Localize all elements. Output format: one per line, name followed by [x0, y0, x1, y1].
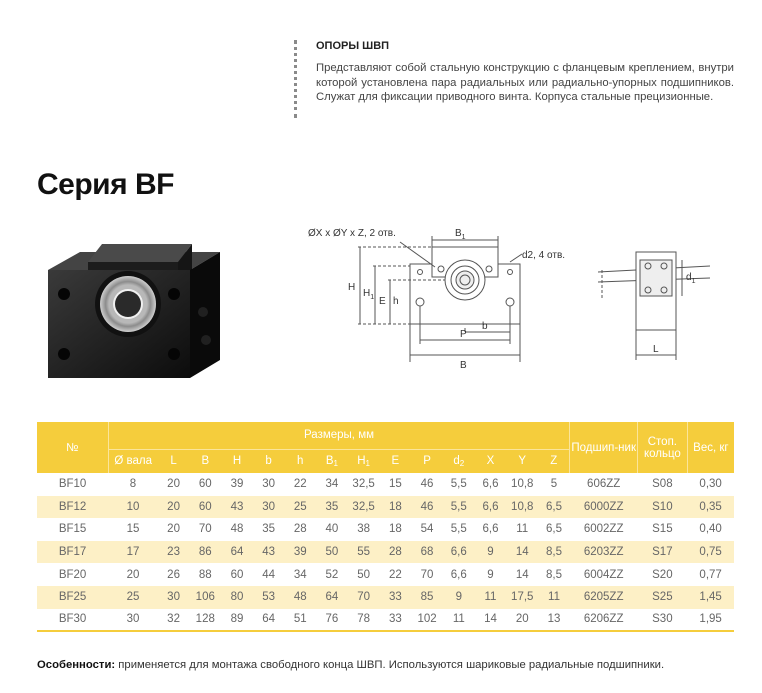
table-cell: 11	[443, 609, 475, 632]
table-cell: 43	[221, 496, 253, 519]
table-cell: 32	[158, 609, 190, 632]
table-cell: 15	[388, 478, 402, 491]
table-cell: 76	[316, 609, 348, 632]
model-cell: BF17	[37, 541, 108, 564]
param-header: $B_1$	[316, 449, 348, 473]
table-cell: 32,5	[352, 478, 375, 491]
table-cell: 46	[420, 478, 434, 491]
table-cell: 18	[388, 523, 402, 536]
series-title: Серия BF	[37, 168, 174, 201]
table-cell: 60	[198, 478, 212, 491]
table-cell: 78	[348, 609, 380, 632]
intro-text: Представляют собой стальную конструкцию с фланцевым креплением, внутри которой установлена пара радиальных или радиально-упорных подшипников. Служат для фиксации приводного винта. Корпуса стальные прецизионные.	[316, 62, 734, 103]
param-header: E	[380, 449, 412, 473]
table-cell: 6,6	[443, 541, 475, 564]
table-cell: 11	[538, 586, 570, 609]
table-cell: 6,5	[538, 496, 570, 519]
table-cell: 35	[262, 523, 276, 536]
table-cell: S25	[637, 586, 687, 609]
table-cell: 0,35	[687, 496, 734, 519]
table-cell: 9	[443, 586, 475, 609]
table-cell: 6,6	[482, 478, 499, 491]
features-label: Особенности:	[37, 659, 116, 671]
table-cell: 88	[198, 568, 212, 581]
table-cell: S10	[637, 496, 687, 519]
intro-title: ОПОРЫ ШВП	[316, 40, 390, 52]
table-cell: 0,77	[699, 568, 722, 581]
table-row	[37, 518, 734, 541]
param-header: B	[189, 449, 221, 473]
header-weight: Вес, кг	[687, 422, 734, 473]
table-cell: 64	[253, 609, 285, 632]
table-cell: 26	[167, 568, 180, 581]
table-cell: 54	[420, 523, 434, 536]
table-cell: 606ZZ	[587, 478, 621, 491]
intro-accent-bar	[294, 40, 297, 118]
table-cell: 23	[158, 541, 190, 564]
table-cell: 18	[380, 496, 412, 519]
table-cell: 39	[230, 478, 244, 491]
table-cell: 30	[158, 586, 190, 609]
table-cell: 106	[189, 586, 221, 609]
table-cell: 0,30	[699, 478, 722, 491]
h-small-label: h	[393, 296, 399, 307]
table-cell: 6205ZZ	[570, 586, 638, 609]
table-cell: 51	[284, 609, 316, 632]
header-stop-ring: Стоп. кольцо	[637, 422, 687, 473]
table-cell: 9	[475, 541, 507, 564]
table-cell: 46	[411, 496, 443, 519]
table-cell: 20	[126, 568, 140, 581]
table-cell: 35	[316, 496, 348, 519]
table-cell: 32,5	[348, 496, 380, 519]
table-cell: 17,5	[506, 586, 538, 609]
table-cell: 34	[325, 478, 339, 491]
param-header: Y	[506, 449, 538, 473]
table-row	[37, 586, 734, 609]
model-cell: BF25	[37, 586, 108, 609]
d1-label: $d_1$	[686, 272, 696, 285]
table-cell: 44	[262, 568, 276, 581]
table-cell: 14	[475, 609, 507, 632]
table-cell: 68	[411, 541, 443, 564]
table-cell: 8,5	[538, 541, 570, 564]
table-cell: 1,45	[687, 586, 734, 609]
table-cell: 25	[108, 586, 158, 609]
table-cell: 5,5	[443, 496, 475, 519]
b-small-label: b	[482, 321, 488, 332]
table-cell: 70	[420, 568, 434, 581]
table-row	[37, 541, 734, 564]
param-header: b	[253, 449, 285, 473]
table-cell: 20	[158, 496, 190, 519]
table-cell: 48	[284, 586, 316, 609]
table-cell: 0,40	[699, 523, 722, 536]
e-label: E	[379, 296, 386, 307]
table-cell: 10	[108, 496, 158, 519]
table-cell: 60	[189, 496, 221, 519]
table-cell: 102	[411, 609, 443, 632]
front-dimension-drawing	[300, 222, 590, 372]
table-cell: 6002ZZ	[583, 523, 624, 536]
table-cell: 60	[230, 568, 244, 581]
table-cell: 30	[253, 496, 285, 519]
model-cell: BF20	[58, 568, 87, 581]
param-header: L	[158, 449, 190, 473]
table-cell: 10,8	[511, 478, 534, 491]
table-cell: 89	[221, 609, 253, 632]
table-cell: 33	[380, 586, 412, 609]
table-cell: 64	[316, 586, 348, 609]
model-cell: BF30	[37, 609, 108, 632]
table-cell: 43	[253, 541, 285, 564]
param-header: Z	[538, 449, 570, 473]
table-cell: 1,95	[687, 609, 734, 632]
table-cell: S15	[652, 523, 673, 536]
table-cell: 128	[189, 609, 221, 632]
table-cell: 6,6	[450, 568, 467, 581]
table-cell: 50	[357, 568, 371, 581]
table-cell: 6004ZZ	[583, 568, 624, 581]
table-cell: 10,8	[506, 496, 538, 519]
features-text: применяется для монтажа свободного конца ШВП. Используются шариковые радиальные подшипники.	[115, 659, 665, 671]
param-header: H	[221, 449, 253, 473]
table-cell: 64	[221, 541, 253, 564]
table-cell: 11	[516, 523, 529, 536]
model-cell: BF10	[58, 478, 87, 491]
table-cell: 25	[284, 496, 316, 519]
table-cell: 53	[253, 586, 285, 609]
b-label: B	[460, 360, 467, 371]
table-cell: 14	[506, 541, 538, 564]
h-label: H	[348, 282, 356, 293]
b1-label: $B_1$	[455, 228, 466, 241]
table-cell: 17	[108, 541, 158, 564]
table-cell: 6203ZZ	[570, 541, 638, 564]
param-header: P	[411, 449, 443, 473]
param-header: $d_2$	[443, 449, 475, 473]
table-cell: 55	[348, 541, 380, 564]
table-cell: 50	[316, 541, 348, 564]
table-cell: 22	[293, 478, 307, 491]
side-dimension-drawing	[598, 240, 710, 370]
table-cell: 0,75	[687, 541, 734, 564]
table-cell: 11	[475, 586, 507, 609]
model-cell: BF12	[37, 496, 108, 519]
param-header: Ø вала	[108, 449, 158, 473]
table-cell: 14	[515, 568, 529, 581]
bearing-support-photo	[40, 232, 240, 392]
table-cell: 80	[221, 586, 253, 609]
table-row	[37, 609, 734, 632]
table-cell: 33	[380, 609, 412, 632]
table-cell: 9	[487, 568, 494, 581]
table-cell: S08	[652, 478, 673, 491]
spec-table	[37, 422, 734, 632]
table-cell: 34	[293, 568, 307, 581]
table-cell: 20	[167, 523, 180, 536]
table-cell: 5,5	[450, 523, 467, 536]
table-cell: 6,5	[546, 523, 562, 536]
table-cell: 48	[230, 523, 244, 536]
header-no: №	[37, 422, 108, 473]
hole-dimension-label: ØX x ØY x Z, 2 отв.	[308, 228, 396, 239]
p-label: P	[460, 329, 467, 340]
table-cell: 86	[189, 541, 221, 564]
features-note	[37, 659, 664, 671]
table-row	[37, 473, 734, 496]
table-cell: 40	[325, 523, 339, 536]
header-bearing: Подшип-ник	[570, 422, 638, 473]
table-cell: 22	[388, 568, 402, 581]
table-cell: 6,6	[475, 496, 507, 519]
table-cell: 5	[550, 478, 558, 491]
l-label: L	[653, 344, 659, 355]
table-cell: 52	[325, 568, 339, 581]
table-cell: 28	[293, 523, 307, 536]
table-cell: 6,6	[482, 523, 499, 536]
table-cell: 20	[167, 478, 180, 491]
table-cell: 8	[129, 478, 137, 491]
table-cell: 30	[262, 478, 276, 491]
d2-label: d2, 4 отв.	[522, 250, 566, 261]
table-cell: 85	[411, 586, 443, 609]
table-cell: 28	[380, 541, 412, 564]
table-cell: S20	[652, 568, 673, 581]
table-cell: 39	[284, 541, 316, 564]
table-cell: 5,5	[450, 478, 467, 491]
param-header: h	[284, 449, 316, 473]
param-header: X	[475, 449, 507, 473]
table-cell: 8,5	[546, 568, 562, 581]
table-cell: 38	[357, 523, 371, 536]
table-row	[37, 496, 734, 519]
model-cell: BF15	[58, 523, 87, 536]
header-dimensions: Размеры, мм	[108, 422, 570, 449]
table-cell: 20	[506, 609, 538, 632]
table-cell: S30	[637, 609, 687, 632]
table-cell: 6206ZZ	[570, 609, 638, 632]
table-cell: 70	[198, 523, 212, 536]
table-cell: S17	[637, 541, 687, 564]
table-row	[37, 563, 734, 586]
table-cell: 15	[126, 523, 140, 536]
h1-label: $H_1$	[363, 288, 375, 301]
table-cell: 6000ZZ	[570, 496, 638, 519]
table-cell: 13	[538, 609, 570, 632]
table-cell: 30	[108, 609, 158, 632]
param-header: $H_1$	[348, 449, 380, 473]
table-cell: 70	[348, 586, 380, 609]
